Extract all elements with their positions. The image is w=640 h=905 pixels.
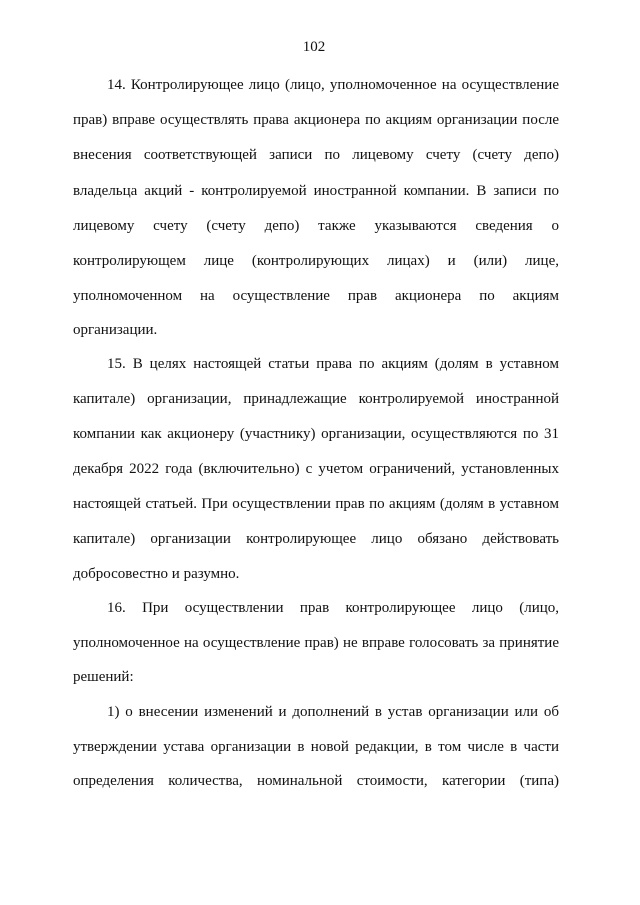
item-1-line-1: 1) о внесении изменений и дополнений в устав организации или об: [107, 704, 559, 720]
paragraph-15-line-4: декабря 2022 года (включительно) с учетом ограничений, установленных: [73, 461, 559, 477]
item-1-line-3: определения количества, номинальной стоимости, категории (типа): [73, 773, 559, 789]
paragraph-14-line-4: владельца акций - контролируемой иностранной компании. В записи по: [73, 183, 559, 199]
paragraph-14-line-3: внесения соответствующей записи по лицевому счету (счету депо): [73, 147, 559, 163]
paragraph-14-line-1: 14. Контролирующее лицо (лицо, уполномоченное на осуществление: [107, 77, 559, 93]
paragraph-14-line-8: организации.: [73, 322, 158, 338]
paragraph-14-line-7: уполномоченном на осуществление прав акционера по акциям: [73, 288, 559, 304]
paragraph-14-line-6: контролирующем лице (контролирующих лицах) и (или) лице,: [73, 253, 559, 269]
paragraph-16-line-2: уполномоченное на осуществление прав) не вправе голосовать за принятие: [73, 635, 559, 651]
paragraph-15-line-7: добросовестно и разумно.: [73, 566, 240, 582]
paragraph-15-line-5: настоящей статьей. При осуществлении прав по акциям (долям в уставном: [73, 496, 559, 512]
paragraph-16-line-1: 16. При осуществлении прав контролирующее лицо (лицо,: [107, 600, 559, 616]
paragraph-14-line-2: прав) вправе осуществлять права акционера по акциям организации после: [73, 112, 559, 128]
page-number: 102: [302, 39, 326, 55]
paragraph-15-line-1: 15. В целях настоящей статьи права по акциям (долям в уставном: [107, 356, 559, 372]
paragraph-15-line-2: капитале) организации, принадлежащие контролируемой иностранной: [73, 391, 559, 407]
item-1-line-2: утверждении устава организации в новой редакции, в том числе в части: [73, 739, 559, 755]
paragraph-15-line-6: капитале) организации контролирующее лицо обязано действовать: [73, 531, 559, 547]
paragraph-16-line-3: решений:: [73, 669, 134, 685]
paragraph-15-line-3: компании как акционеру (участнику) организации, осуществляются по 31: [73, 426, 559, 442]
paragraph-14-line-5: лицевому счету (счету депо) также указываются сведения о: [73, 218, 559, 234]
